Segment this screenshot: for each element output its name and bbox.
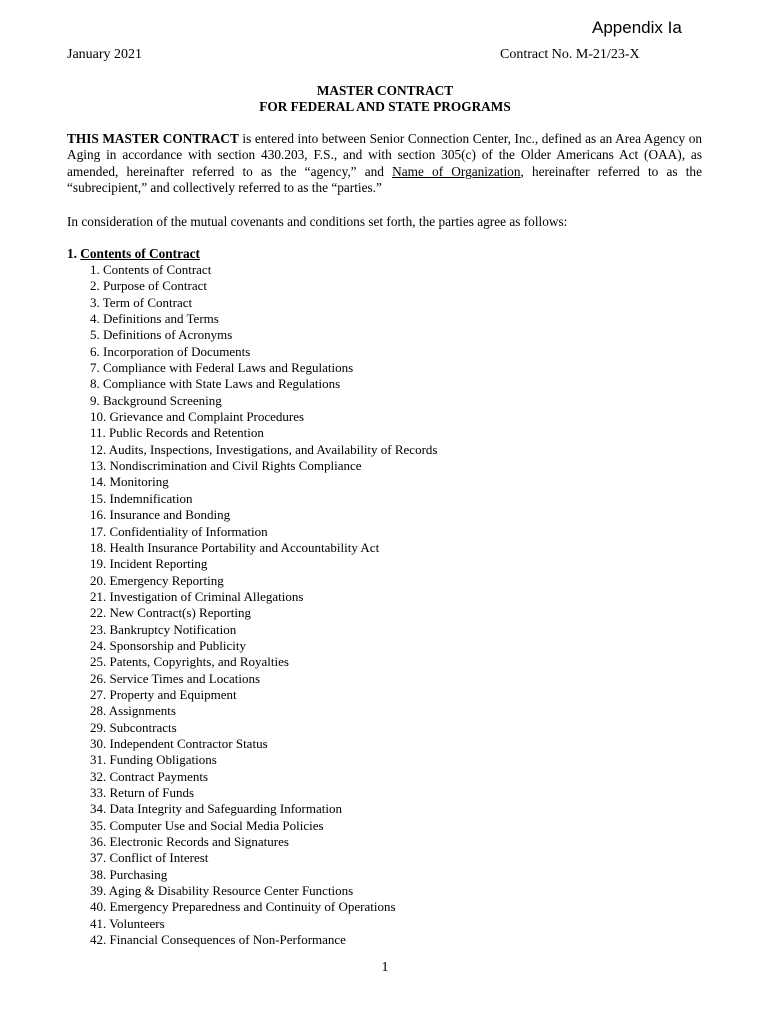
title-line-2: FOR FEDERAL AND STATE PROGRAMS — [259, 99, 511, 114]
toc-item: 1. Contents of Contract — [90, 262, 212, 277]
toc-item: 27. Property and Equipment — [90, 686, 237, 702]
toc-item: 5. Definitions of Acronyms — [90, 327, 233, 343]
table-of-contents — [90, 262, 437, 948]
toc-item: 17. Confidentiality of Information — [90, 523, 268, 539]
toc-item: 30. Independent Contractor Status — [90, 735, 268, 751]
toc-item: 23. Bankruptcy Notification — [90, 621, 237, 637]
section-1-title: Contents of Contract — [80, 246, 200, 261]
toc-item: 21. Investigation of Criminal Allegations — [90, 588, 304, 604]
toc-item: 28. Assignments — [90, 703, 176, 719]
toc-item: 2. Purpose of Contract — [90, 278, 207, 294]
intro-paragraph — [67, 131, 702, 197]
toc-item: 19. Incident Reporting — [90, 556, 208, 572]
toc-item: 29. Subcontracts — [90, 719, 177, 735]
appendix-label: Appendix Ia — [592, 18, 682, 37]
toc-item: 13. Nondiscrimination and Civil Rights Compliance — [90, 458, 362, 474]
toc-item: 31. Funding Obligations — [90, 752, 217, 768]
toc-item: 7. Compliance with Federal Laws and Regulations — [90, 360, 354, 376]
toc-item: 22. New Contract(s) Reporting — [90, 605, 252, 621]
consideration-paragraph: In consideration of the mutual covenants and conditions set forth, the parties agree as follows: — [67, 214, 568, 229]
toc-item: 37. Conflict of Interest — [90, 850, 209, 866]
contract-number: Contract No. M-21/23-X — [500, 47, 640, 62]
toc-item: 4. Definitions and Terms — [90, 311, 219, 327]
toc-item: 35. Computer Use and Social Media Policies — [90, 817, 324, 833]
toc-item: 14. Monitoring — [90, 474, 169, 490]
toc-item: 9. Background Screening — [90, 392, 222, 408]
toc-item: 6. Incorporation of Documents — [90, 343, 251, 359]
toc-item: 20. Emergency Reporting — [90, 572, 224, 588]
toc-item: 38. Purchasing — [90, 866, 168, 882]
toc-item: 33. Return of Funds — [90, 785, 194, 800]
toc-item: 25. Patents, Copyrights, and Royalties — [90, 654, 289, 670]
intro-text-2: , hereinafter referred to as the “subrecipient,” and collectively referred to as the “parties.” — [67, 163, 702, 196]
toc-item: 41. Volunteers — [90, 915, 165, 931]
document-date: January 2021 — [67, 47, 143, 62]
toc-item: 10. Grievance and Complaint Procedures — [90, 409, 305, 425]
toc-item: 39. Aging & Disability Resource Center Functions — [90, 883, 354, 899]
toc-item: 8. Compliance with State Laws and Regulations — [90, 376, 341, 392]
toc-item: 36. Electronic Records and Signatures — [90, 834, 289, 850]
toc-item: 32. Contract Payments — [90, 768, 209, 784]
document-title — [0, 83, 770, 115]
toc-item: 18. Health Insurance Portability and Accountability Act — [90, 539, 380, 555]
toc-item: 42. Financial Consequences of Non-Performance — [90, 932, 346, 948]
title-line-1: MASTER CONTRACT — [316, 83, 454, 98]
intro-text-1: is entered into between Senior Connection Center, Inc., defined as an Area Agency on Aging in accordance with section 430.203, F.S., and with section 305(c) of the Older Americans Act (OAA), as amended, hereinafter referred to as the “agency,” and — [67, 131, 702, 179]
toc-item: 24. Sponsorship and Publicity — [90, 637, 247, 653]
page-number: 1 — [381, 960, 389, 975]
organization-name-placeholder: Name of Organization — [392, 163, 521, 179]
toc-item: 12. Audits, Inspections, Investigations, and Availability of Records — [90, 441, 438, 457]
toc-item: 15. Indemnification — [90, 490, 193, 506]
toc-item: 11. Public Records and Retention — [90, 425, 264, 441]
section-1-heading — [67, 246, 200, 262]
intro-lead: THIS MASTER CONTRACT — [67, 131, 239, 146]
toc-item: 26. Service Times and Locations — [90, 670, 261, 686]
toc-item: 40. Emergency Preparedness and Continuity of Operations — [90, 899, 396, 915]
toc-item: 34. Data Integrity and Safeguarding Information — [90, 801, 342, 817]
toc-item: 3. Term of Contract — [90, 294, 193, 310]
section-1-number: 1. — [67, 246, 81, 261]
toc-item: 16. Insurance and Bonding — [90, 507, 231, 523]
